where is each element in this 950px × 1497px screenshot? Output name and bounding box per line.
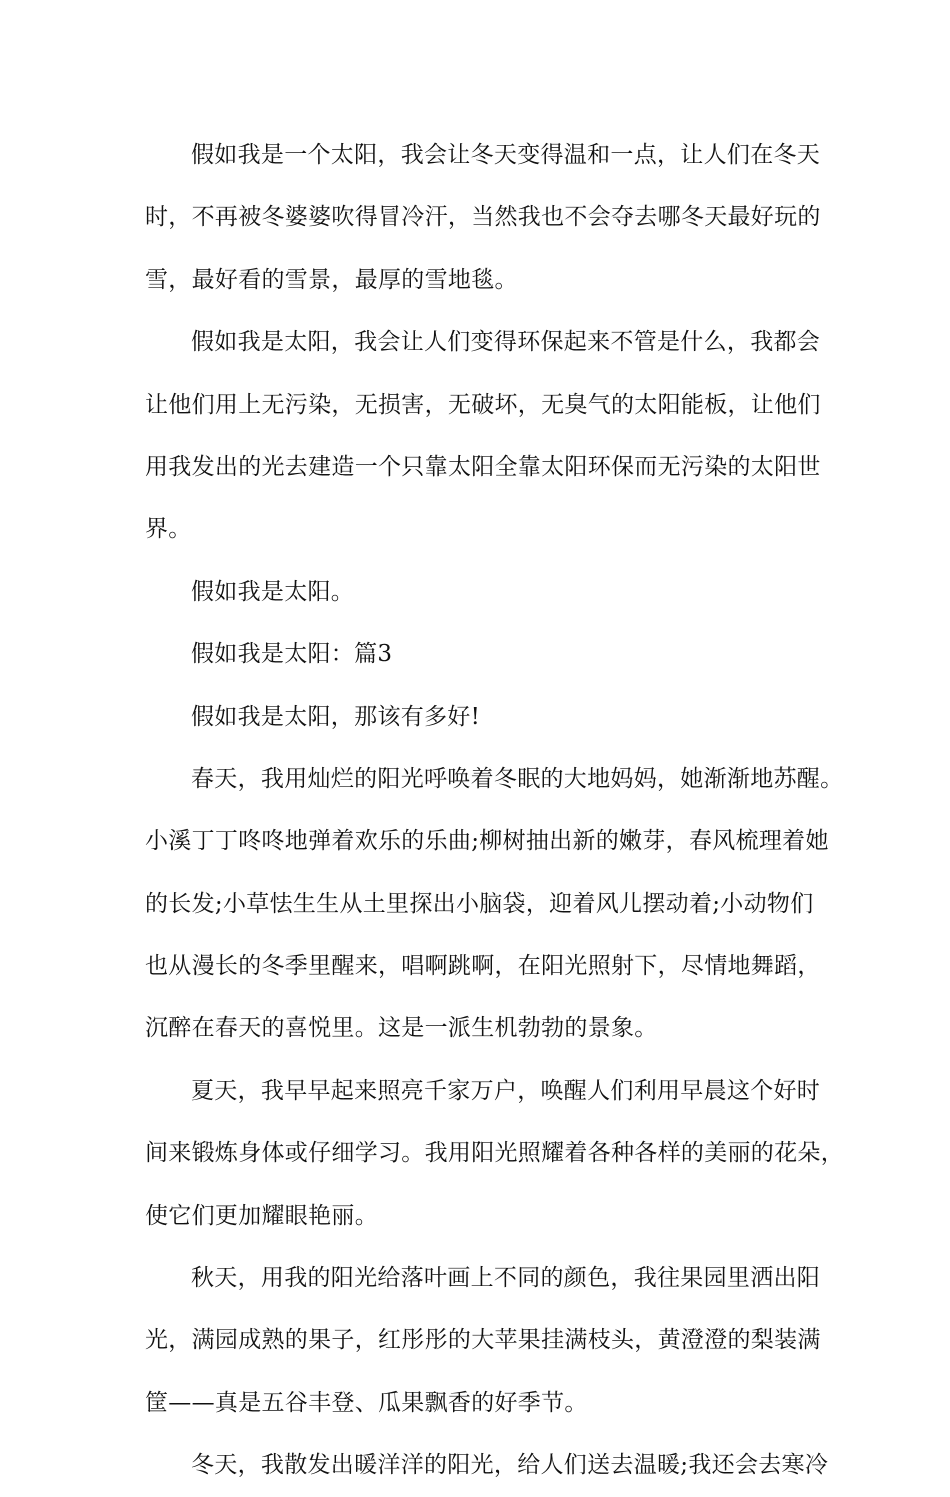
text-line: 假如我是太阳，那该有多好! bbox=[191, 703, 481, 730]
text-line: 让他们用上无污染，无损害，无破坏，无臭气的太阳能板，让他们 bbox=[145, 391, 821, 418]
text-line: 雪，最好看的雪景，最厚的雪地毯。 bbox=[145, 266, 518, 293]
text-line: 秋天，用我的阳光给落叶画上不同的颜色，我往果园里洒出阳 bbox=[191, 1265, 821, 1292]
text-line: 筐——真是五谷丰登、瓜果飘香的好季节。 bbox=[145, 1389, 588, 1416]
text-line: 光，满园成熟的果子，红彤彤的大苹果挂满枝头，黄澄澄的梨装满 bbox=[145, 1327, 821, 1354]
text-line: 界。 bbox=[145, 516, 192, 543]
text-line: 间来锻炼身体或仔细学习。我用阳光照耀着各种各样的美丽的花朵， bbox=[145, 1140, 844, 1167]
text-line: 假如我是一个太阳，我会让冬天变得温和一点，让人们在冬天 bbox=[191, 142, 821, 168]
section-heading: 假如我是太阳：篇3 bbox=[191, 641, 393, 668]
text-line: 夏天，我早早起来照亮千家万户，唤醒人们利用早晨这个好时 bbox=[191, 1077, 821, 1104]
text-line: 春天，我用灿烂的阳光呼唤着冬眠的大地妈妈，她渐渐地苏醒。 bbox=[191, 765, 844, 792]
text-line: 冬天，我散发出暖洋洋的阳光，给人们送去温暖;我还会去寒冷 bbox=[191, 1452, 829, 1479]
text-line: 也从漫长的冬季里醒来，唱啊跳啊，在阳光照射下，尽情地舞蹈， bbox=[145, 953, 821, 980]
document-body bbox=[145, 124, 844, 1497]
text-line: 用我发出的光去建造一个只靠太阳全靠太阳环保而无污染的太阳世 bbox=[145, 453, 821, 480]
text-line: 假如我是太阳，我会让人们变得环保起来不管是什么，我都会 bbox=[191, 329, 821, 356]
text-line: 沉醉在春天的喜悦里。这是一派生机勃勃的景象。 bbox=[145, 1015, 658, 1042]
text-line: 的长发;小草怯生生从土里探出小脑袋，迎着风儿摆动着;小动物们 bbox=[145, 890, 814, 917]
text-line: 假如我是太阳。 bbox=[191, 578, 355, 605]
text-line: 小溪丁丁咚咚地弹着欢乐的乐曲;柳树抽出新的嫩芽，春风梳理着她 bbox=[145, 828, 829, 855]
text-line: 时，不再被冬婆婆吹得冒冷汗，当然我也不会夺去哪冬天最好玩的 bbox=[145, 204, 821, 231]
text-line: 使它们更加耀眼艳丽。 bbox=[145, 1202, 378, 1229]
